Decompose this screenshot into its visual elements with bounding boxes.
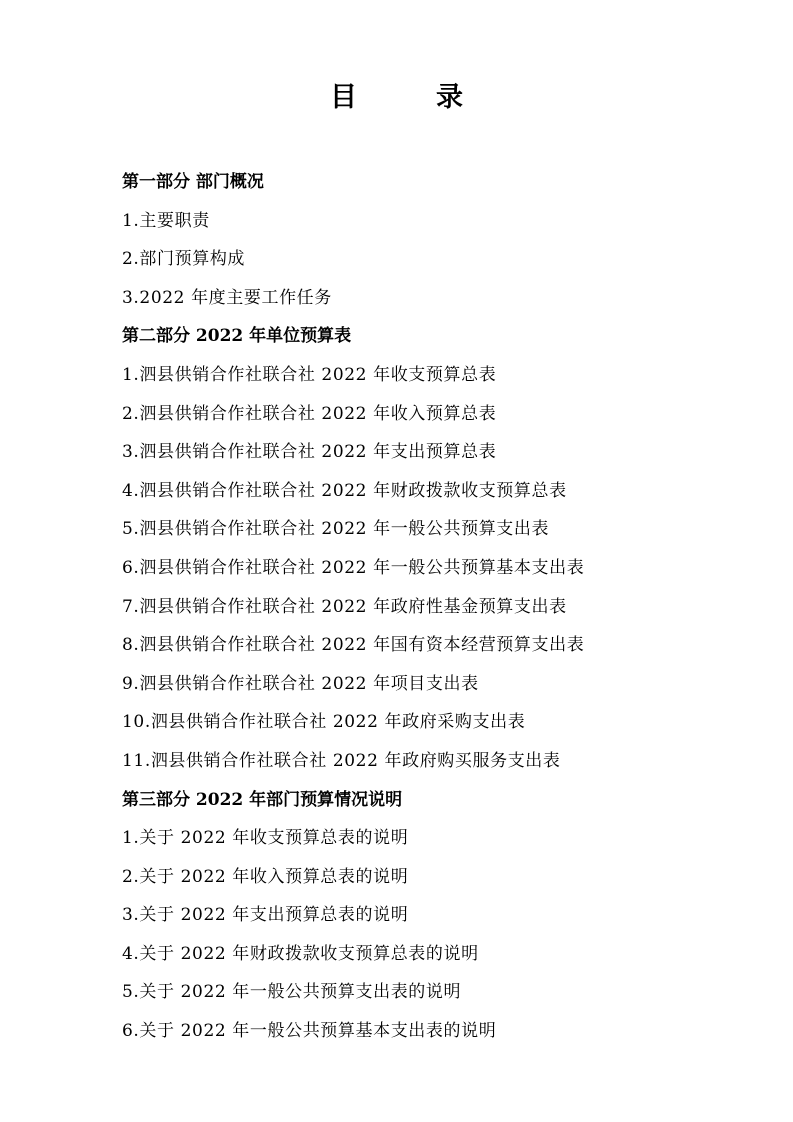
toc-item[interactable]: 3.关于 2022 年支出预算总表的说明 xyxy=(122,905,409,926)
toc-item[interactable]: 3.2022 年度主要工作任务 xyxy=(122,287,332,308)
toc-item[interactable]: 5.泗县供销合作社联合社 2022 年一般公共预算支出表 xyxy=(122,519,550,540)
section-heading[interactable]: 第二部分 2022 年单位预算表 xyxy=(122,326,352,347)
toc-item[interactable]: 8.泗县供销合作社联合社 2022 年国有资本经营预算支出表 xyxy=(122,635,585,656)
page-title: 目 录 xyxy=(330,82,489,113)
toc-item[interactable]: 4.关于 2022 年财政拨款收支预算总表的说明 xyxy=(122,943,479,964)
section-heading[interactable]: 第三部分 2022 年部门预算情况说明 xyxy=(122,789,403,810)
section-part-three xyxy=(122,781,742,1051)
toc-item[interactable]: 1.泗县供销合作社联合社 2022 年收支预算总表 xyxy=(122,364,497,385)
toc-item[interactable]: 6.泗县供销合作社联合社 2022 年一般公共预算基本支出表 xyxy=(122,557,585,578)
toc-item[interactable]: 2.泗县供销合作社联合社 2022 年收入预算总表 xyxy=(122,403,497,424)
toc-item[interactable]: 3.泗县供销合作社联合社 2022 年支出预算总表 xyxy=(122,442,497,463)
toc-item[interactable]: 10.泗县供销合作社联合社 2022 年政府采购支出表 xyxy=(122,712,526,733)
toc-item[interactable]: 11.泗县供销合作社联合社 2022 年政府购买服务支出表 xyxy=(122,750,561,771)
toc-item[interactable]: 5.关于 2022 年一般公共预算支出表的说明 xyxy=(122,982,462,1003)
toc-item[interactable]: 7.泗县供销合作社联合社 2022 年政府性基金预算支出表 xyxy=(122,596,567,617)
section-part-one xyxy=(122,163,742,317)
toc-item[interactable]: 2.部门预算构成 xyxy=(122,249,246,270)
table-of-contents xyxy=(122,163,742,1051)
toc-item[interactable]: 9.泗县供销合作社联合社 2022 年项目支出表 xyxy=(122,673,479,694)
section-part-two xyxy=(122,317,742,780)
toc-item[interactable]: 2.关于 2022 年收入预算总表的说明 xyxy=(122,866,409,887)
toc-item[interactable]: 1.关于 2022 年收支预算总表的说明 xyxy=(122,828,409,849)
section-heading[interactable]: 第一部分 部门概况 xyxy=(122,172,264,192)
toc-item[interactable]: 4.泗县供销合作社联合社 2022 年财政拨款收支预算总表 xyxy=(122,480,567,501)
toc-item[interactable]: 1.主要职责 xyxy=(122,210,210,231)
toc-item[interactable]: 6.关于 2022 年一般公共预算基本支出表的说明 xyxy=(122,1021,497,1042)
